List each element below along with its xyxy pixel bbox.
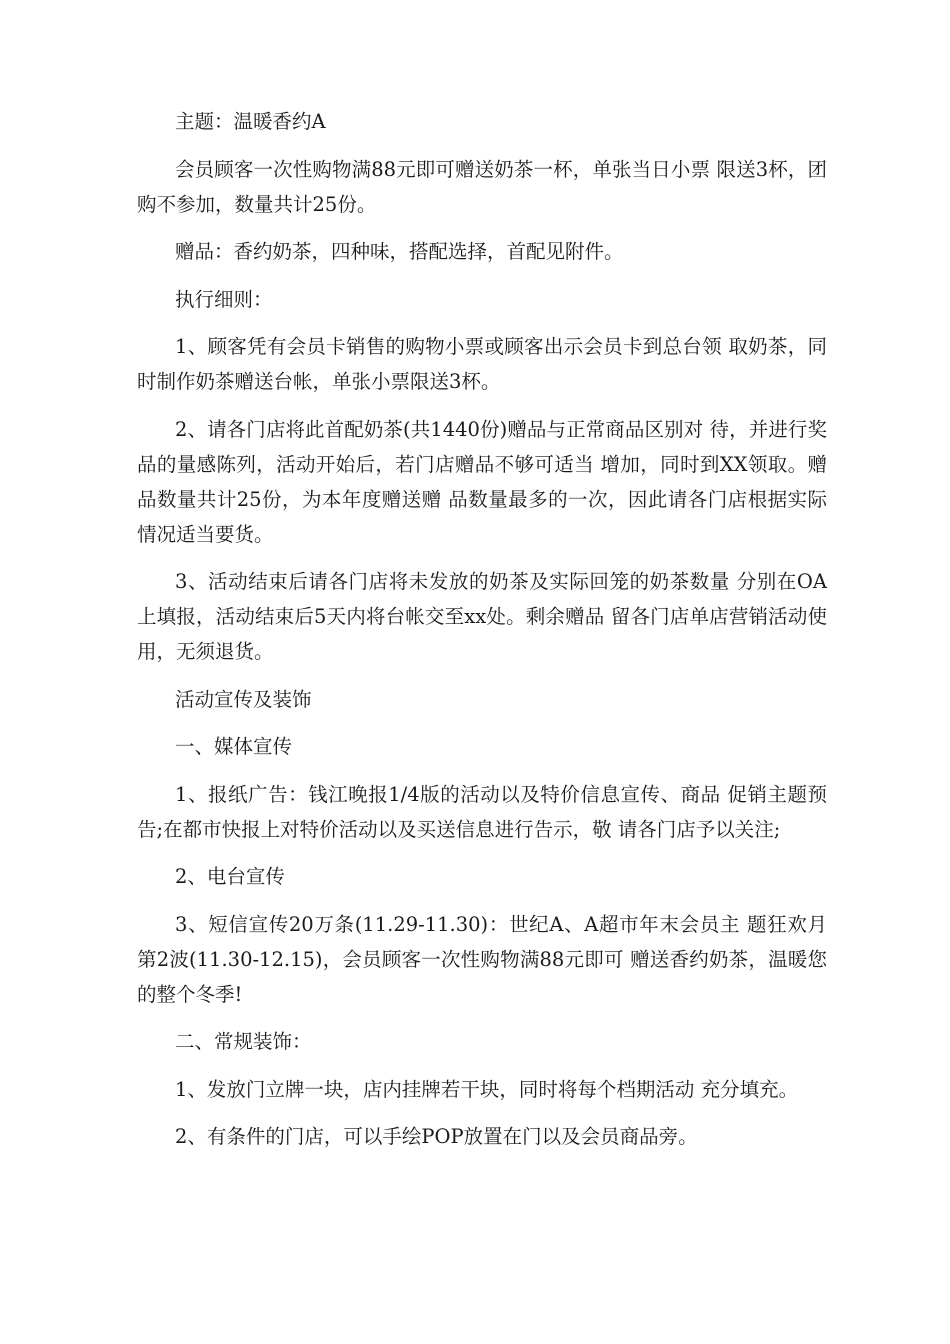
media-item-newspaper: 1、报纸广告：钱江晚报1/4版的活动以及特价信息宣传、商品 促销主题预告;在都市快报上对特价活动以及买送信息进行告示，敬 请各门店予以关注; (137, 782, 827, 841)
execution-item-3: 3、活动结束后请各门店将未发放的奶茶及实际回笼的奶茶数量 分别在OA上填报，活动结束后5天内将台帐交至xx处。剩余赠品 留各门店单店营销活动使用，无须退货。 (137, 570, 827, 663)
promotion-rule-paragraph: 会员顾客一次性购物满88元即可赠送奶茶一杯，单张当日小票 限送3杯，团购不参加，数量共计25份。 (137, 157, 827, 216)
theme-line: 主题：温暖香约A (175, 110, 326, 133)
execution-details-heading: 执行细则： (175, 287, 273, 311)
execution-item-2: 2、请各门店将此首配奶茶(共1440份)赠品与正常商品区别对 待，并进行奖品的量感陈列，活动开始后，若门店赠品不够可适当 增加，同时到XX领取。赠品数量共计25份，为本年度赠送赠 品数量最多的一次，因此请各门店根据实际情况适当要货。 (137, 417, 827, 546)
document-body (137, 104, 827, 1167)
promotion-decoration-heading: 活动宣传及装饰 (175, 687, 312, 711)
gift-description-paragraph: 赠品：香约奶茶，四种味，搭配选择，首配见附件。 (175, 240, 624, 263)
media-promotion-heading: 一、媒体宣传 (175, 735, 293, 758)
media-item-radio: 2、电台宣传 (175, 865, 285, 888)
decoration-item-1: 1、发放门立牌一块，店内挂牌若干块，同时将每个档期活动 充分填充。 (175, 1077, 799, 1101)
execution-item-1: 1、顾客凭有会员卡销售的购物小票或顾客出示会员卡到总台领 取奶茶，同时制作奶茶赠送台帐，单张小票限送3杯。 (137, 335, 827, 393)
decoration-item-2: 2、有条件的门店，可以手绘POP放置在门以及会员商品旁。 (175, 1125, 698, 1148)
media-item-sms: 3、短信宣传20万条(11.29-11.30)：世纪A、A超市年末会员主 题狂欢月第2波(11.30-12.15)，会员顾客一次性购物满88元即可 赠送香约奶茶，温暖您的整个冬季! (137, 912, 827, 1006)
regular-decoration-heading: 二、常规装饰： (175, 1030, 312, 1053)
